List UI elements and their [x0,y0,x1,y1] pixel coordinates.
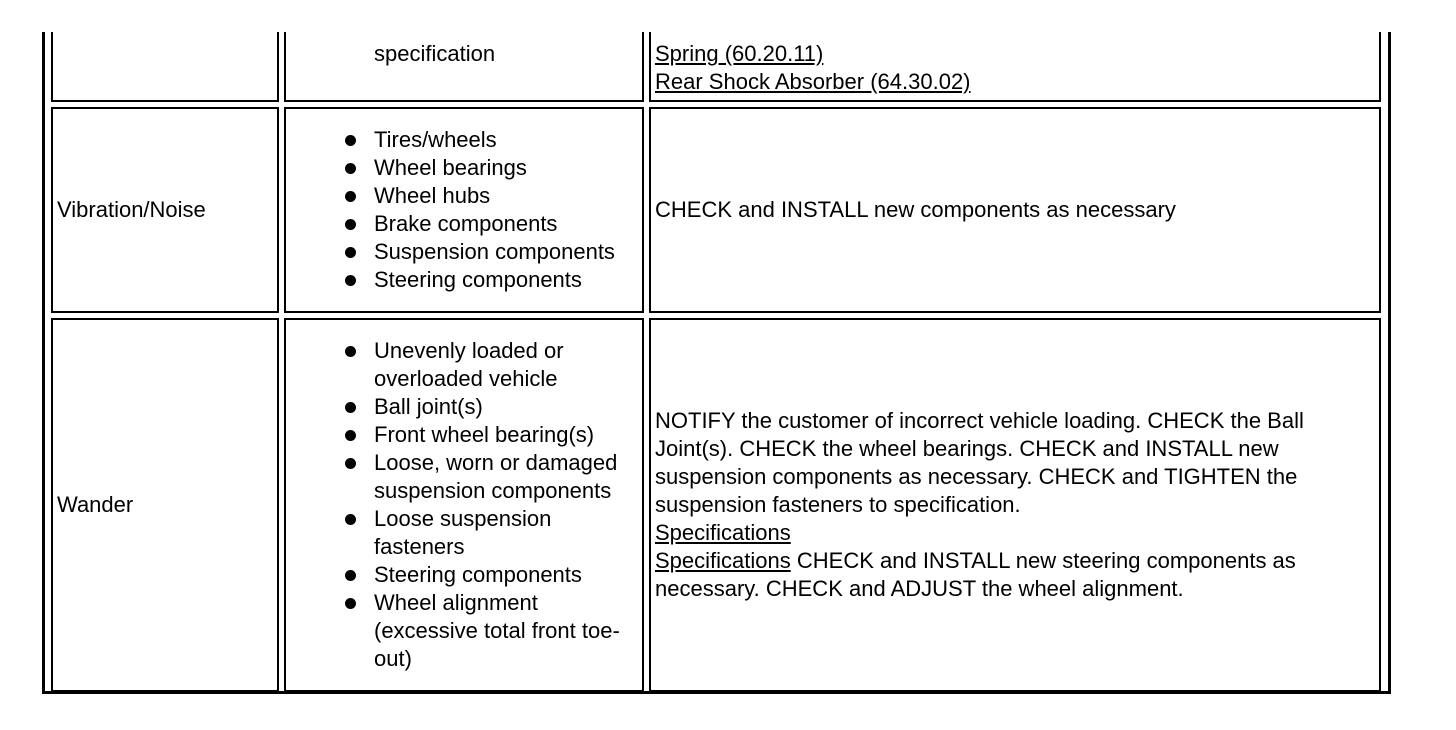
action-cell [649,32,1381,102]
list-item: Unevenly loaded or overloaded vehicle [374,337,638,393]
condition-cell [51,318,279,692]
causes-list [290,126,638,294]
specifications-link[interactable]: Specifications [655,548,791,573]
specifications-link[interactable]: Specifications [655,520,791,545]
rear-shock-absorber-link[interactable]: Rear Shock Absorber (64.30.02) [655,69,971,94]
diagnosis-table [46,32,1386,692]
list-item: Brake components [374,210,638,238]
list-item: Ball joint(s) [374,393,638,421]
causes-cell [284,107,644,313]
condition-label: Wander [57,492,134,517]
list-item: Loose, worn or damaged suspension components [374,449,638,505]
causes-cell [284,32,644,102]
condition-cell [51,32,279,102]
list-item: Wheel bearings [374,154,638,182]
list-item: Steering components [374,561,638,589]
action-text: CHECK and INSTALL new steering components as necessary. CHECK and ADJUST the wheel alignment. [655,548,1296,601]
table-row [51,318,1381,692]
list-item: Wheel hubs [374,182,638,210]
list-item: Tires/wheels [374,126,638,154]
list-item: Steering components [374,266,638,294]
causes-list [290,337,638,673]
action-text: CHECK and INSTALL new components as necessary [655,197,1176,222]
condition-cell [51,107,279,313]
table-row [51,107,1381,313]
causes-cell [284,318,644,692]
action-cell [649,107,1381,313]
list-item: Suspension components [374,238,638,266]
list-item: Front wheel bearing(s) [374,421,638,449]
spring-link[interactable]: Spring (60.20.11) [655,41,824,66]
condition-label: Vibration/Noise [57,197,206,222]
table-row [51,32,1381,102]
action-text: NOTIFY the customer of incorrect vehicle loading. CHECK the Ball Joint(s). CHECK the wheel bearings. CHECK and INSTALL new suspension components as necessary. CHECK and TIGHTEN the suspension fasteners to specification. [655,408,1304,517]
list-item: Loose suspension fasteners [374,505,638,561]
action-cell [649,318,1381,692]
causes-text: specification [374,41,496,66]
list-item: Wheel alignment (excessive total front toe-out) [374,589,638,673]
